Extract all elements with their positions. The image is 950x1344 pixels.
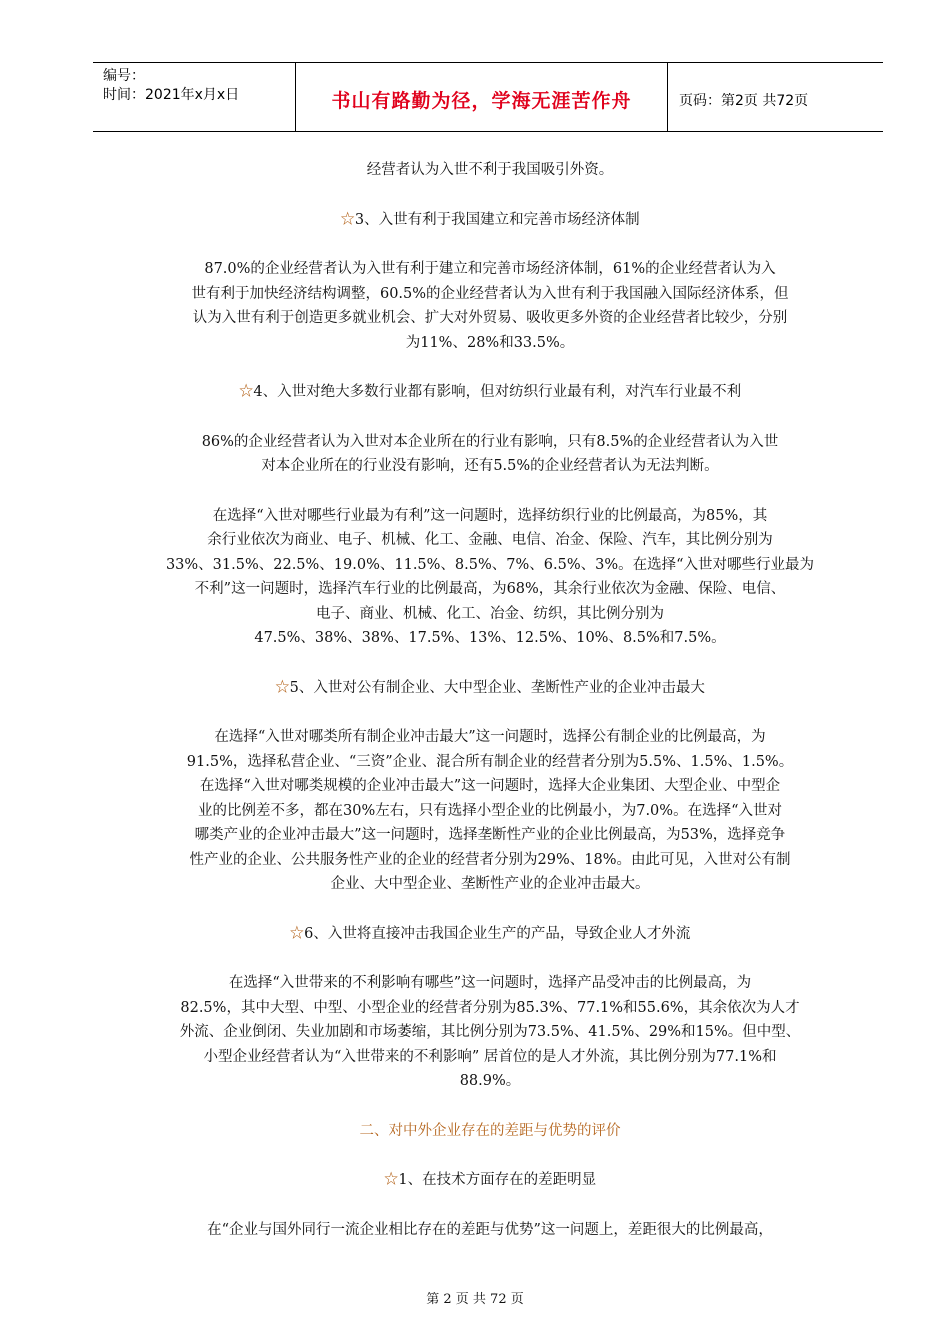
subsection-heading-1 — [140, 1168, 840, 1193]
body-line: 企业、大中型企业、垄断性产业的企业冲击最大。 — [330, 876, 650, 892]
header-meta — [103, 67, 239, 105]
document-date-label: 时间：2021年x月x日 — [103, 87, 240, 103]
star-icon: ☆ — [238, 384, 254, 400]
document-number-label: 编号： — [103, 68, 145, 84]
body-line: 在“企业与国外同行一流企业相比存在的差距与优势”这一问题上，差距很大的比例最高， — [207, 1221, 773, 1238]
body-line: 业的比例差不多，都在30%左右，只有选择小型企业的比例最小，为7.0%。在选择“入世对 — [198, 802, 782, 819]
body-line: 47.5%、38%、38%、17.5%、13%、12.5%、10%、8.5%和7.5%。 — [254, 630, 726, 646]
body-line: 在选择“入世带来的不利影响有哪些”这一问题时，选择产品受冲击的比例最高，为 — [228, 975, 752, 991]
body-line: 经营者认为入世不利于我国吸引外资。 — [366, 162, 614, 178]
body-line: 哪类产业的企业冲击最大”这一问题时，选择垄断性产业的企业比例最高，为53%，选择竞争 — [194, 827, 786, 843]
subsection-heading-3 — [140, 208, 840, 233]
star-icon: ☆ — [340, 211, 355, 228]
body-line: 认为入世有利于创造更多就业机会、扩大对外贸易、吸收更多外资的企业经营者比较少，分别 — [192, 310, 788, 326]
body-line: 世有利于加快经济结构调整，60.5%的企业经营者认为入世有利于我国融入国际经济体系，但 — [191, 285, 789, 302]
subsection-heading-5 — [140, 676, 840, 701]
subsection-heading-text: 3、入世有利于我国建立和完善市场经济体制 — [354, 211, 640, 228]
header-page-info: 页码：第2页 共72页 — [679, 93, 809, 109]
page-header — [93, 62, 883, 132]
star-icon: ☆ — [275, 679, 290, 696]
header-divider — [667, 63, 668, 131]
subsection-heading-text: 6、入世将直接冲击我国企业生产的产品，导致企业人才外流 — [304, 925, 691, 942]
body-line: 外流、企业倒闭、失业加剧和市场萎缩，其比例分别为73.5%、41.5%、29%和15%。但中型、 — [179, 1024, 801, 1040]
body-line: 91.5%，选择私营企业、“三资”企业、混合所有制企业的经营者分别为5.5%、1.5%、1.5%。 — [186, 753, 794, 770]
body-line: 不利”这一问题时，选择汽车行业的比例最高，为68%，其余行业依次为金融、保险、电信、 — [194, 581, 786, 597]
body-line: 对本企业所在的行业没有影响，还有5.5%的企业经营者认为无法判断。 — [261, 458, 719, 474]
star-icon: ☆ — [383, 1172, 399, 1188]
subsection-heading-text: 1、在技术方面存在的差距明显 — [398, 1172, 597, 1188]
header-motto: 书山有路勤为径，学海无涯苦作舟 — [331, 90, 632, 112]
body-line: 86%的企业经营者认为入世对本企业所在的行业有影响，只有8.5%的企业经营者认为入世 — [201, 433, 779, 450]
body-line: 电子、商业、机械、化工、冶金、纺织，其比例分别为 — [316, 605, 664, 622]
body-line: 小型企业经营者认为“入世带来的不利影响” 居首位的是人才外流，其比例分别为77.1%和 — [203, 1048, 777, 1065]
subsection-heading-4 — [140, 380, 840, 405]
body-line: 33%、31.5%、22.5%、19.0%、11.5%、8.5%、7%、6.5%、3%。在选择“入世对哪些行业最为 — [165, 556, 815, 573]
document-body — [140, 158, 840, 1242]
subsection-heading-text: 5、入世对公有制企业、大中型企业、垄断性产业的企业冲击最大 — [289, 679, 705, 696]
body-line: 87.0%的企业经营者认为入世有利于建立和完善市场经济体制，61%的企业经营者认为入 — [204, 261, 776, 277]
body-line: 余行业依次为商业、电子、机械、化工、金融、电信、冶金、保险、汽车，其比例分别为 — [207, 532, 773, 548]
subsection-heading-text: 4、入世对绝大多数行业都有影响，但对纺织行业最有利，对汽车行业最不利 — [253, 384, 742, 400]
body-line: 在选择“入世对哪类所有制企业冲击最大”这一问题时，选择公有制企业的比例最高，为 — [214, 729, 766, 745]
body-line: 在选择“入世对哪类规模的企业冲击最大”这一问题时，选择大企业集团、大型企业、中型企 — [199, 778, 781, 794]
star-icon: ☆ — [289, 925, 305, 942]
body-line: 为11%、28%和33.5%。 — [405, 334, 575, 351]
body-line: 性产业的企业、公共服务性产业的企业的经营者分别为29%、18%。由此可见，入世对公有制 — [189, 851, 791, 868]
section-heading: 二、对中外企业存在的差距与优势的评价 — [359, 1122, 621, 1139]
body-line: 88.9%。 — [459, 1073, 521, 1089]
subsection-heading-6 — [140, 922, 840, 947]
page-footer: 第 2 页 共 72 页 — [426, 1292, 524, 1307]
body-line: 82.5%，其中大型、中型、小型企业的经营者分别为85.3%、77.1%和55.6%，其余依次为人才 — [180, 999, 800, 1016]
body-line: 在选择“入世对哪些行业最为有利”这一问题时，选择纺织行业的比例最高，为85%，其 — [212, 507, 768, 524]
